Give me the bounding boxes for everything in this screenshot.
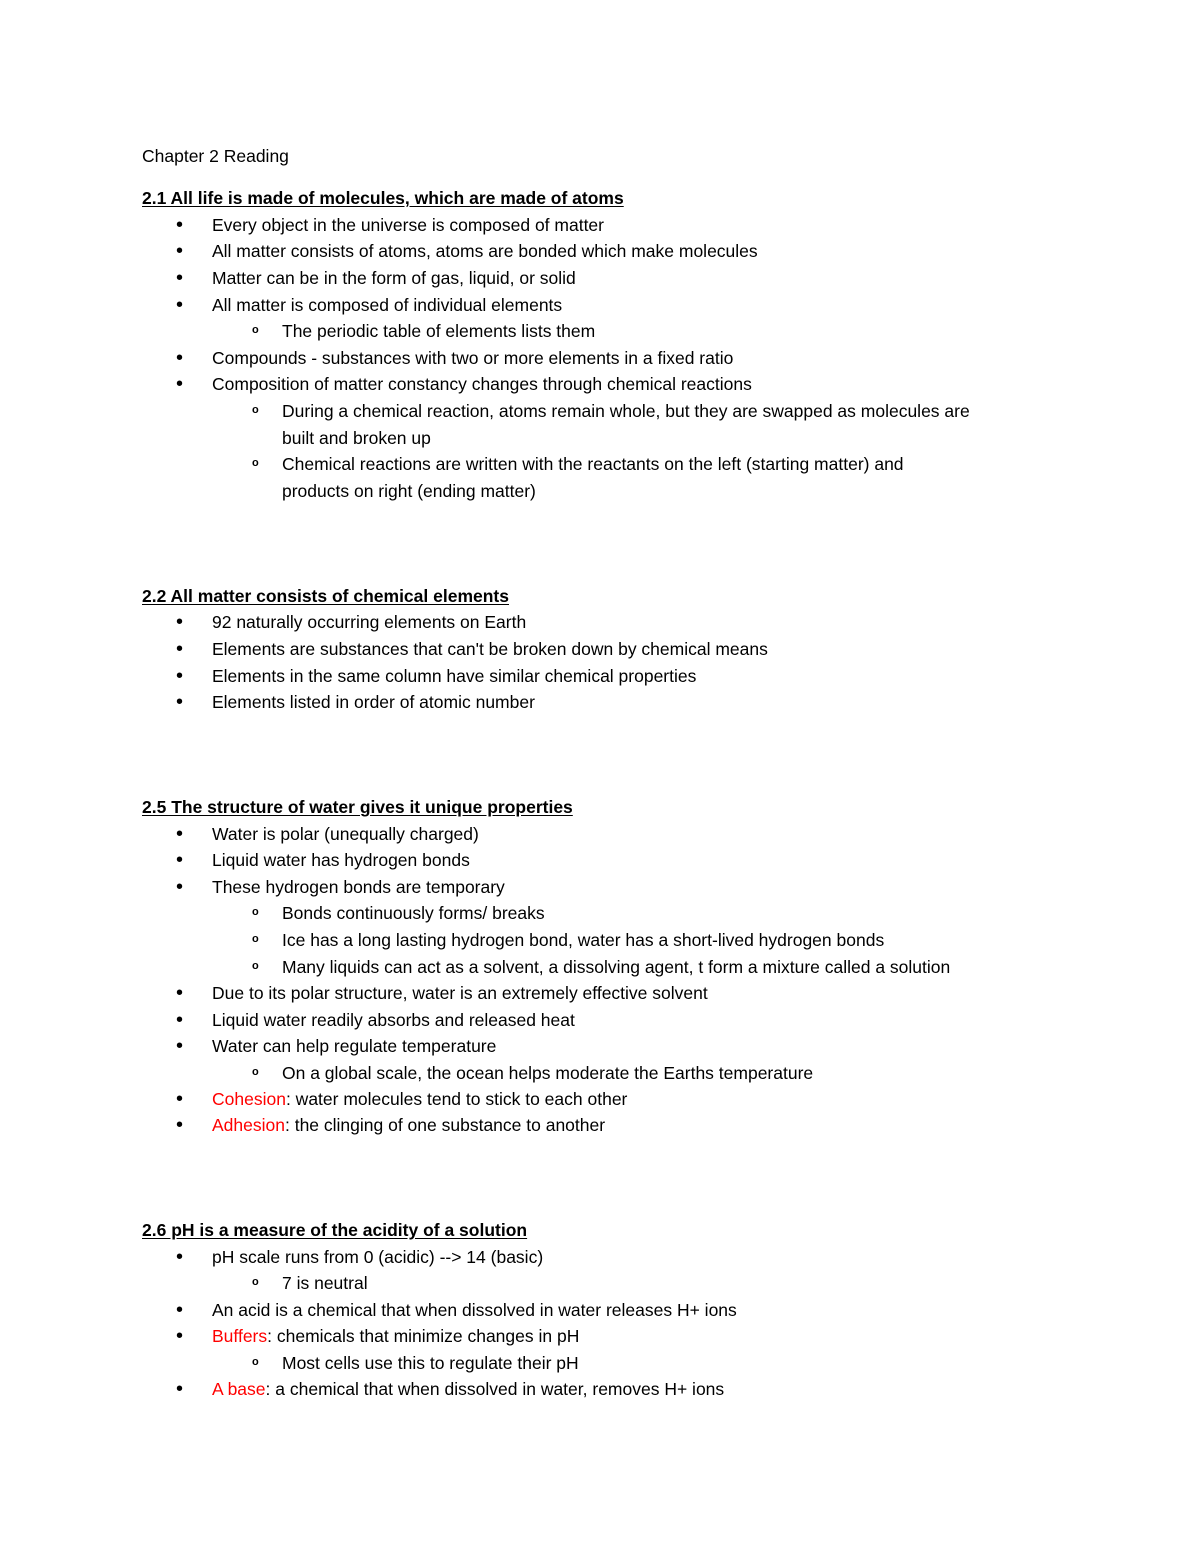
highlighted-term: Cohesion	[212, 1089, 286, 1109]
bullet-icon: •	[176, 1325, 184, 1347]
bullet-icon: •	[176, 294, 184, 316]
line-text: 92 naturally occurring elements on Earth	[212, 612, 527, 632]
line-text: : chemicals that minimize changes in pH	[267, 1326, 580, 1346]
line-text: Elements in the same column have similar chemical properties	[212, 666, 697, 686]
line-text: An acid is a chemical that when dissolved in water releases H+ ions	[212, 1300, 737, 1320]
sub-bullet-item	[252, 900, 545, 926]
sub-bullet-item	[252, 1060, 814, 1086]
sub-bullet-icon: o	[252, 457, 259, 469]
line-text: : the clinging of one substance to another	[284, 1115, 606, 1135]
bullet-icon: •	[176, 267, 184, 289]
line-text: 2.1 All life is made of molecules, which are made of atoms	[142, 188, 624, 208]
bullet-icon: •	[176, 638, 184, 660]
bullet-icon: •	[176, 876, 184, 898]
sub-bullet-icon: o	[252, 1066, 259, 1078]
line-text: Chemical reactions are written with the reactants on the left (starting matter) and	[282, 454, 904, 474]
sub-bullet-continuation	[282, 425, 431, 451]
line-text: Elements are substances that can't be broken down by chemical means	[212, 639, 768, 659]
bullet-icon: •	[176, 691, 184, 713]
line-text: products on right (ending matter)	[282, 481, 536, 501]
bullet-item	[176, 874, 505, 900]
bullet-icon: •	[176, 240, 184, 262]
sub-bullet-item	[252, 1350, 579, 1376]
sub-bullet-icon: o	[252, 960, 259, 972]
line-text: 7 is neutral	[282, 1273, 368, 1293]
bullet-item	[176, 1007, 575, 1033]
line-text: 2.6 pH is a measure of the acidity of a solution	[142, 1220, 528, 1240]
section-heading	[142, 583, 509, 609]
bullet-item	[176, 689, 535, 715]
line-text: Water can help regulate temperature	[212, 1036, 497, 1056]
bullet-item	[176, 663, 697, 689]
document-title	[142, 143, 289, 169]
sub-bullet-item	[252, 318, 596, 344]
bullet-icon: •	[176, 1114, 184, 1136]
bullet-icon: •	[176, 1378, 184, 1400]
bullet-item	[176, 821, 479, 847]
bullet-item	[176, 371, 752, 397]
sub-bullet-icon: o	[252, 933, 259, 945]
bullet-item	[176, 1244, 544, 1270]
section-heading	[142, 185, 624, 211]
sub-bullet-item	[252, 451, 904, 477]
bullet-item	[176, 980, 708, 1006]
line-text: Water is polar (unequally charged)	[212, 824, 479, 844]
bullet-icon: •	[176, 1246, 184, 1268]
bullet-icon: •	[176, 1299, 184, 1321]
sub-bullet-icon: o	[252, 1276, 259, 1288]
bullet-item	[176, 1086, 628, 1112]
sub-bullet-icon: o	[252, 324, 259, 336]
bullet-item	[176, 1376, 725, 1402]
sub-bullet-item	[252, 954, 951, 980]
bullet-item	[176, 345, 734, 371]
bullet-icon: •	[176, 1035, 184, 1057]
sub-bullet-item	[252, 398, 970, 424]
line-text: Chapter 2 Reading	[142, 146, 289, 166]
sub-bullet-item	[252, 927, 885, 953]
line-text: 2.5 The structure of water gives it unique properties	[142, 797, 573, 817]
highlighted-term: Adhesion	[212, 1115, 285, 1135]
bullet-icon: •	[176, 982, 184, 1004]
sub-bullet-continuation	[282, 478, 536, 504]
line-text: Matter can be in the form of gas, liquid, or solid	[212, 268, 576, 288]
bullet-item	[176, 847, 470, 873]
bullet-item	[176, 636, 768, 662]
line-text: 2.2 All matter consists of chemical elements	[142, 586, 509, 606]
line-text: These hydrogen bonds are temporary	[212, 877, 505, 897]
line-text: Most cells use this to regulate their pH	[282, 1353, 579, 1373]
line-text: The periodic table of elements lists them	[282, 321, 596, 341]
section-heading	[142, 794, 573, 820]
bullet-icon: •	[176, 1088, 184, 1110]
bullet-item	[176, 292, 563, 318]
bullet-icon: •	[176, 1009, 184, 1031]
bullet-item	[176, 1323, 580, 1349]
bullet-item	[176, 609, 527, 635]
highlighted-term: A base	[212, 1379, 266, 1399]
bullet-icon: •	[176, 214, 184, 236]
sub-bullet-icon: o	[252, 906, 259, 918]
sub-bullet-item	[252, 1270, 368, 1296]
bullet-icon: •	[176, 823, 184, 845]
line-text: Due to its polar structure, water is an extremely effective solvent	[212, 983, 708, 1003]
sub-bullet-icon: o	[252, 404, 259, 416]
highlighted-term: Buffers	[212, 1326, 268, 1346]
bullet-icon: •	[176, 665, 184, 687]
line-text: Composition of matter constancy changes through chemical reactions	[212, 374, 752, 394]
line-text: pH scale runs from 0 (acidic) --> 14 (basic)	[212, 1247, 544, 1267]
bullet-item	[176, 1112, 606, 1138]
line-text: Bonds continuously forms/ breaks	[282, 903, 545, 923]
bullet-item	[176, 212, 604, 238]
line-text: Ice has a long lasting hydrogen bond, water has a short-lived hydrogen bonds	[282, 930, 885, 950]
line-text: Liquid water readily absorbs and released heat	[212, 1010, 575, 1030]
line-text: built and broken up	[282, 428, 431, 448]
bullet-item	[176, 238, 758, 264]
line-text: All matter is composed of individual elements	[212, 295, 563, 315]
bullet-item	[176, 1033, 497, 1059]
line-text: On a global scale, the ocean helps moderate the Earths temperature	[282, 1063, 814, 1083]
bullet-item	[176, 1297, 737, 1323]
section-heading	[142, 1217, 527, 1243]
bullet-icon: •	[176, 373, 184, 395]
line-text: All matter consists of atoms, atoms are bonded which make molecules	[212, 241, 758, 261]
bullet-icon: •	[176, 849, 184, 871]
line-text: During a chemical reaction, atoms remain whole, but they are swapped as molecules are	[282, 401, 970, 421]
line-text: Compounds - substances with two or more elements in a fixed ratio	[212, 348, 734, 368]
bullet-icon: •	[176, 347, 184, 369]
line-text: Every object in the universe is composed of matter	[212, 215, 604, 235]
line-text: Many liquids can act as a solvent, a dissolving agent, t form a mixture called a solution	[282, 957, 951, 977]
line-text: : water molecules tend to stick to each other	[285, 1089, 628, 1109]
bullet-icon: •	[176, 611, 184, 633]
line-text: : a chemical that when dissolved in water, removes H+ ions	[265, 1379, 725, 1399]
sub-bullet-icon: o	[252, 1356, 259, 1368]
bullet-item	[176, 265, 576, 291]
line-text: Elements listed in order of atomic number	[212, 692, 535, 712]
line-text: Liquid water has hydrogen bonds	[212, 850, 470, 870]
